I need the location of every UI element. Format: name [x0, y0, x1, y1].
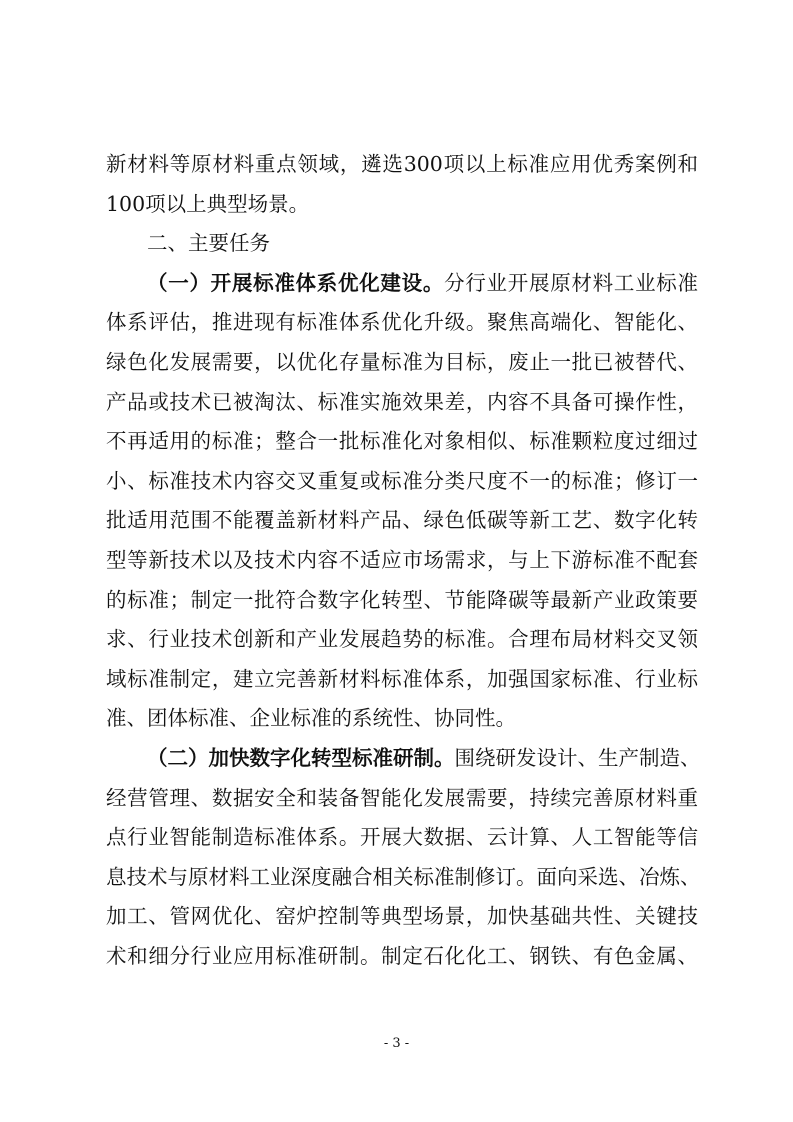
paragraph-line: 型等新技术以及技术内容不适应市场需求，与上下游标准不配套 [106, 547, 698, 572]
page-number: - 3 - [383, 1036, 410, 1051]
paragraph-line: 息技术与原材料工业深度融合相关标准制修订。面向采选、冶炼、 [106, 864, 701, 889]
document-body [106, 145, 701, 976]
item2-first-line [106, 739, 701, 779]
paragraph-line: 术和细分行业应用标准研制。制定石化化工、钢铁、有色金属、 [106, 943, 698, 968]
paragraph-line: 加工、管网优化、窑炉控制等典型场景，加快基础共性、关键技 [106, 904, 698, 929]
paragraph-line: 域标准制定，建立完善新材料标准体系，加强国家标准、行业标 [106, 666, 698, 691]
item1-first-line [106, 264, 698, 304]
paragraph-line: 的标准；制定一批符合数字化转型、节能降碳等最新产业政策要 [106, 587, 698, 612]
paragraph-line: 点行业智能制造标准体系。开展大数据、云计算、人工智能等信 [106, 825, 698, 850]
paragraph-line: 绿色化发展需要，以优化存量标准为目标，废止一批已被替代、 [106, 349, 698, 374]
item2-title: （二）加快数字化转型标准研制。 [147, 745, 455, 770]
paragraph-line: 体系评估，推进现有标准体系优化升级。聚焦高端化、智能化、 [106, 310, 698, 335]
paragraph-line: 求、行业技术创新和产业发展趋势的标准。合理布局材料交叉领 [106, 627, 698, 652]
paragraph-line: 不再适用的标准；整合一批标准化对象相似、标准颗粒度过细过 [106, 429, 698, 454]
paragraph-line: 经营管理、数据安全和装备智能化发展需要，持续完善原材料重 [106, 785, 698, 810]
item1-title: （一）开展标准体系优化建设。 [147, 270, 445, 295]
section-heading: 二、主要任务 [147, 231, 270, 256]
paragraph-line: 100项以上典型场景。 [106, 191, 310, 216]
paragraph-line: 准、团体标准、企业标准的系统性、协同性。 [106, 706, 516, 731]
item1-first-line-text: 分行业开展原材料工业标准 [444, 270, 699, 295]
paragraph-line: 小、标准技术内容交叉重复或标准分类尺度不一的标准；修订一 [106, 468, 698, 493]
paragraph-line: 批适用范围不能覆盖新材料产品、绿色低碳等新工艺、数字化转 [106, 508, 698, 533]
paragraph-line: 产品或技术已被淘汰、标准实施效果差，内容不具备可操作性， [106, 389, 698, 414]
paragraph-line: 新材料等原材料重点领域，遴选300项以上标准应用优秀案例和 [106, 152, 698, 176]
item2-first-line-text: 围绕研发设计、生产制造、 [454, 745, 701, 770]
